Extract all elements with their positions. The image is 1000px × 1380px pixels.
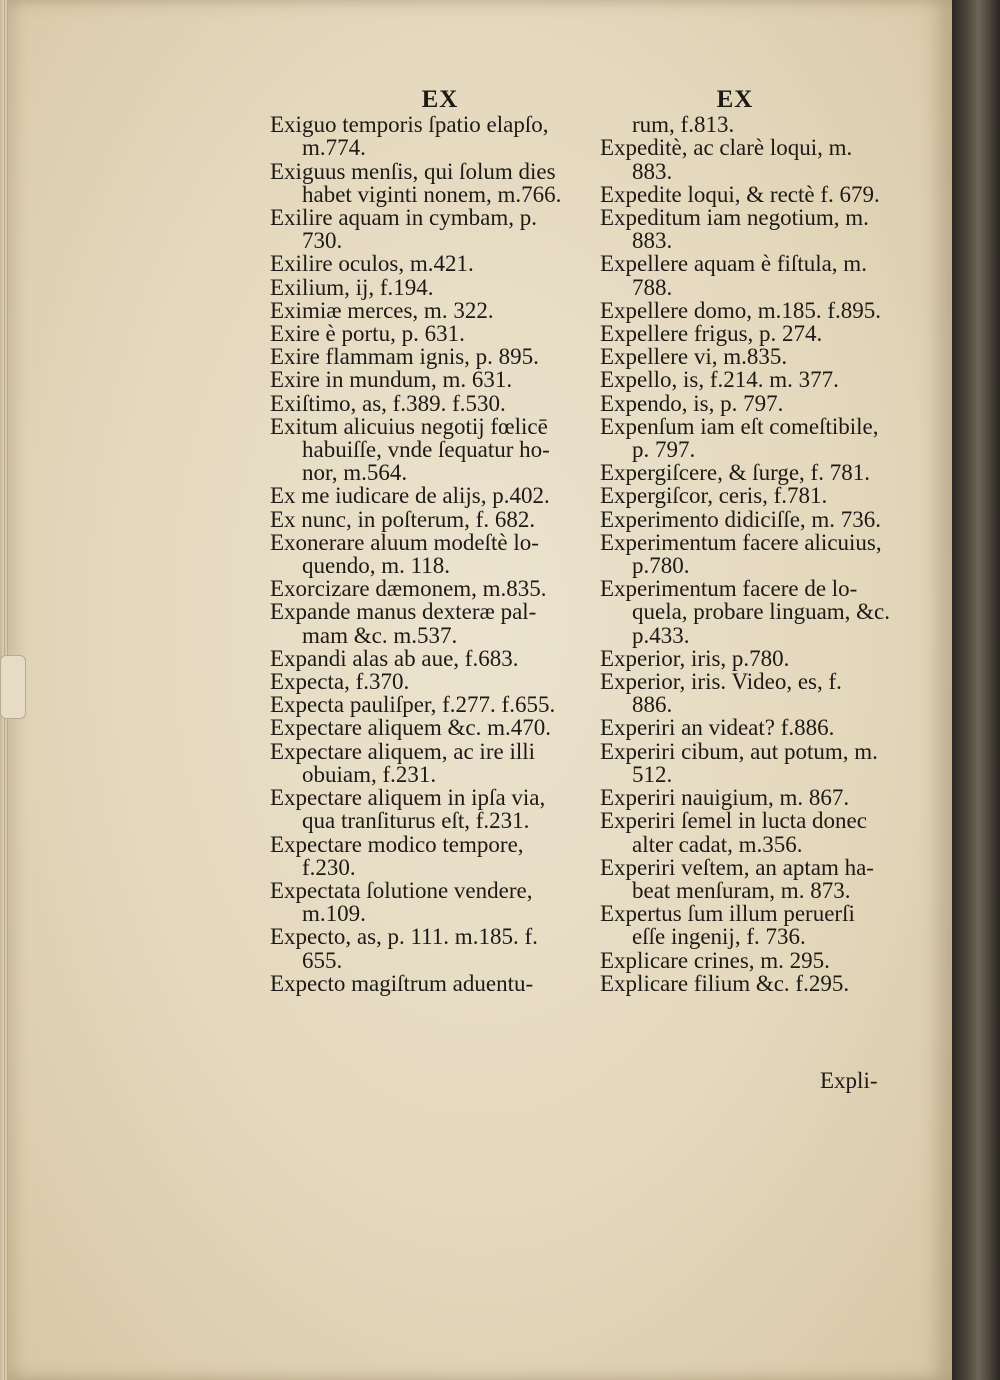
left-column [270, 88, 600, 995]
index-entry-line: eſſe ingenij, f. 736. [632, 924, 806, 950]
index-entry-line: Explicare crines, m. 295. [600, 947, 830, 973]
index-entry-line: Experiri cibum, aut potum, m. [600, 738, 878, 764]
index-entry-line: 512. [632, 761, 673, 787]
left-column-lines [270, 113, 600, 995]
index-entry-line: 730. [302, 228, 343, 254]
index-entry-line: Expellere aquam è fiſtula, m. [600, 251, 867, 277]
index-entry-line: 886. [632, 692, 673, 718]
index-entry-line: Expectare aliquem &c. m.470. [270, 715, 552, 741]
index-entry-line: Expellere frigus, p. 274. [600, 321, 823, 347]
index-entry-line: Expergiſcere, & ſurge, f. 781. [600, 460, 870, 486]
index-entry-line: p. 797. [632, 437, 696, 463]
index-entry-line: m.774. [302, 135, 366, 161]
index-entry-line: m.109. [302, 901, 366, 927]
index-entry-line: Exorcizare dæmonem, m.835. [270, 576, 547, 602]
index-entry-line: Expendo, is, p. 797. [600, 390, 784, 416]
index-entry-line: Exire in mundum, m. 631. [270, 367, 513, 393]
index-entry-line: Expeditè, ac clarè loqui, m. [600, 135, 853, 161]
catchword: Expli- [820, 1068, 878, 1093]
index-entry-line: Experiri ſemel in lucta donec [600, 808, 867, 834]
index-entry-line: Experior, iris. Video, es, f. [600, 669, 842, 695]
index-entry-line: Expenſum iam eſt comeſtibile, [600, 413, 879, 439]
index-entry-line: quela, probare linguam, &c. [632, 599, 891, 625]
index-entry-line: Expectata ſolutione vendere, [270, 877, 533, 903]
index-entry-line: nor, m.564. [302, 460, 408, 486]
index-entry-line: Exonerare aluum modeſtè lo- [270, 529, 539, 555]
right-column-lines [600, 113, 905, 995]
index-entry-line: Exire è portu, p. 631. [270, 321, 465, 347]
index-entry-line: Exiſtimo, as, f.389. f.530. [270, 390, 506, 416]
index-entry-line: Expertus ſum illum peruerſi [600, 901, 855, 927]
index-entry-line: Exilium, ij, f.194. [270, 274, 434, 300]
index-entry-line: Experiri veſtem, an aptam ha- [600, 854, 874, 880]
index-entry-line: Expecto magiſtrum aduentu- [270, 970, 534, 996]
index-entry-line: Experior, iris, p.780. [600, 645, 790, 671]
index-entry-line: rum, f.813. [632, 112, 735, 138]
index-entry-line: Expandi alas ab aue, f.683. [270, 645, 519, 671]
index-entry-line: Expectare aliquem, ac ire illi [270, 738, 536, 764]
index-entry-line: Experimento didiciſſe, m. 736. [600, 506, 882, 532]
index-entry-line: Exitum alicuius negotij fœlicē [270, 413, 548, 439]
index-entry-line: Exilire oculos, m.421. [270, 251, 474, 277]
index-entry-line: Expande manus dexteræ pal- [270, 599, 537, 625]
index-entry-line: Expecta pauliſper, f.277. f.655. [270, 692, 556, 718]
right-column-header: EX [716, 86, 754, 113]
index-entry-line: Exire flammam ignis, p. 895. [270, 344, 539, 370]
index-entry-line: Expectare aliquem in ipſa via, [270, 785, 546, 811]
index-entry-line: f.230. [302, 854, 356, 880]
index-entry-line: p.433. [632, 622, 690, 648]
index-entry-line: qua tranſiturus eſt, f.231. [302, 808, 530, 834]
index-entry-line: Ex me iudicare de alijs, p.402. [270, 483, 550, 509]
index-entry-line: Expectare modico tempore, [270, 831, 524, 857]
index-entry-line: Expergiſcor, ceris, f.781. [600, 483, 828, 509]
index-entry-line: Expecto, as, p. 111. m.185. f. [270, 924, 538, 950]
index-entry-line: Expellere domo, m.185. f.895. [600, 297, 882, 323]
index-entry-line: Ex nunc, in poſterum, f. 682. [270, 506, 536, 532]
index-entry-line: 655. [302, 947, 343, 973]
index-entry-line: Explicare filium &c. f.295. [600, 970, 850, 996]
index-entry-line: Expecta, f.370. [270, 669, 410, 695]
index-entry-line: beat menſuram, m. 873. [632, 877, 851, 903]
left-column-header: EX [421, 86, 459, 113]
index-entry-line: 883. [632, 228, 673, 254]
index-entry-line: Exiguus menſis, qui ſolum dies [270, 158, 556, 184]
index-entry-line: Experiri nauigium, m. 867. [600, 785, 850, 811]
index-entry-line: Expellere vi, m.835. [600, 344, 788, 370]
index-entry-line: alter cadat, m.356. [632, 831, 803, 857]
index-entry-line: Expedite loqui, & rectè f. 679. [600, 181, 880, 207]
index-entry-line: habet viginti nonem, m.766. [302, 181, 562, 207]
index-entry-line: Expello, is, f.214. m. 377. [600, 367, 839, 393]
index-entry-line: Expeditum iam negotium, m. [600, 205, 869, 231]
index-entry-line: p.780. [632, 553, 690, 579]
book-gutter [952, 0, 1000, 1380]
index-entry-line: Experimentum facere de lo- [600, 576, 858, 602]
index-entry-line: mam &c. m.537. [302, 622, 458, 648]
index-entry-line: 883. [632, 158, 673, 184]
index-entry-line: Experiri an videat? f.886. [600, 715, 835, 741]
index-entry-line: habuiſſe, vnde ſequatur ho- [302, 437, 550, 463]
index-entry-line: Experimentum facere alicuius, [600, 529, 882, 555]
page-tab [0, 655, 26, 719]
index-entry-line: Eximiæ merces, m. 322. [270, 297, 494, 323]
right-column [600, 88, 905, 995]
index-entry-line: Exilire aquam in cymbam, p. [270, 205, 537, 231]
index-entry-line: Exiguo temporis ſpatio elapſo, [270, 112, 549, 138]
index-entry-line: obuiam, f.231. [302, 761, 437, 787]
index-entry-line: quendo, m. 118. [302, 553, 450, 579]
index-entry-line: 788. [632, 274, 673, 300]
